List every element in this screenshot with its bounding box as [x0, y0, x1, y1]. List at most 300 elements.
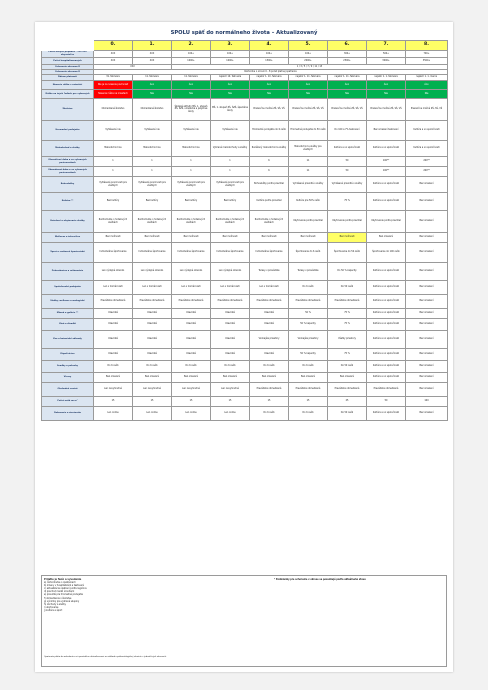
level-6-cell: Áno [328, 81, 367, 90]
level-3-cell: Len v domácnosti [211, 281, 250, 295]
level-8-cell: Bez omezení [406, 309, 448, 319]
note-item: i) ubytovanie [44, 605, 59, 609]
level-8-cell: 3500+ [406, 58, 448, 65]
level-8-cell: Bez omezení [406, 233, 448, 243]
row-label: Rúško na iných ľuďoch pre vybraných [42, 90, 94, 99]
row-label: Služby, wellness a zoologické [42, 295, 94, 309]
level-3-cell: Vyhlásené nie [211, 121, 250, 141]
table-row [42, 407, 448, 421]
level-4-cell: Rozhodnutie o hotelových službách [250, 211, 289, 233]
level-0-cell: Uzavreté [94, 349, 133, 361]
level-6: 6. [328, 41, 367, 51]
notes-left [44, 578, 270, 612]
level-1-cell: Uzavreté [133, 349, 172, 361]
level-0-cell: XXX [94, 58, 133, 65]
level-3-cell: MŠ, 1. stupeň ZŠ, ŠZŠ, špeciálne školy [211, 99, 250, 121]
level-8-cell: 200** [406, 157, 448, 167]
level-5-cell: Športovanie do 6 osôb [289, 243, 328, 263]
level-3-cell: 100+ [211, 51, 250, 58]
level-1-cell: Individuálne športovanie [133, 243, 172, 263]
level-1-cell: Vyhlásené nie [133, 121, 172, 141]
level-8-cell: Bez omezení [406, 281, 448, 295]
row-label: Školstvo [42, 99, 94, 121]
level-6-cell: Prezenčne možné ZŠ, SŠ, VŠ [328, 99, 367, 121]
level-1-cell: Uzavreté [133, 319, 172, 331]
level-4-cell: Bohoslužby podľa pravidiel [250, 177, 289, 193]
level-0-cell: XXX [94, 51, 133, 58]
level-5-cell: Do 6 osôb [289, 407, 328, 421]
level-0-cell: Vyhlásené nie [94, 121, 133, 141]
level-8-cell: Bez omezení [406, 243, 448, 263]
level-4-cell: 6 [250, 167, 289, 177]
level-8-cell: najskôr 1. 1. marca [406, 75, 448, 81]
level-5-cell: Vonkajšie priestory [289, 331, 328, 349]
row-label: Svadby a pohreby [42, 361, 94, 373]
level-1-cell: Len výdajné okienko [133, 263, 172, 281]
level-2-cell: 1000+ [172, 58, 211, 65]
level-4-cell: Uzavreté [250, 309, 289, 319]
level-3-cell: 1000+ [211, 58, 250, 65]
level-6-cell: Všetky priestory [328, 331, 367, 349]
note-item: f) obmedzenia v školstve [44, 596, 72, 600]
level-7-cell: najskôr 1. 1. februára [367, 75, 406, 81]
level-8-cell: Bez omezení [406, 407, 448, 421]
row-label: Počet osôb na m² [42, 397, 94, 407]
notes-right: * Podmienky pre ochorenie v okrese sa posudzujú podľa aktuálneho stavu [274, 578, 366, 581]
note-item: a) rozhodnutie o opatreniach [44, 581, 76, 585]
level-8-cell: 700+ [406, 51, 448, 58]
level-4-cell: najskôr 1. 10. februára [250, 75, 289, 81]
level-7-cell: 3000+ [367, 58, 406, 65]
table-row [42, 361, 448, 373]
level-6-cell: Nie [328, 90, 367, 99]
level-4-cell: Rozšírený maloobchod a služby [250, 141, 289, 157]
row-label: Kultúra ** [42, 193, 94, 211]
level-3-cell: Rozhodnutie o hotelových službách [211, 211, 250, 233]
level-4-cell: Uzavreté [250, 349, 289, 361]
level-0-cell: 1 [94, 157, 133, 167]
level-2-cell: Prevádzka obmedzená [172, 295, 211, 309]
level-2-cell: Áno [172, 81, 211, 90]
level-3-cell: Uzavreté [211, 319, 250, 331]
level-4-cell: Prevádzka obmedzená [250, 295, 289, 309]
table-row [42, 383, 448, 397]
level-6-cell: 300+ [328, 51, 367, 58]
level-4-cell: Prezenčne možné ZŠ, SŠ, VŠ [250, 99, 289, 121]
level-1-cell: XXX [133, 51, 172, 58]
level-2-cell: Individuálne športovanie [172, 243, 211, 263]
row-label: Počet nových prípadov / 100 000 obyvateľov [42, 51, 94, 58]
level-3-cell: Áno [211, 81, 250, 90]
table-row [42, 193, 448, 211]
level-6-cell: 75 % [328, 349, 367, 361]
row-label: Hromadné podujatia [42, 121, 94, 141]
level-3-cell: Do 6 osôb [211, 361, 250, 373]
level-7-cell: Kultúra a vo spoločnosti [367, 407, 406, 421]
level-1-cell: Bez omezení [133, 373, 172, 383]
level-0-cell: Do 6 osôb [94, 361, 133, 373]
row-label: Kúpeľníctvo [42, 349, 94, 361]
row-label: Ochorenie okresom R [42, 65, 94, 70]
level-1-cell: Bez možnosti [133, 233, 172, 243]
level-4-cell: Uzavreté [250, 319, 289, 331]
row-label: Vírusy [42, 373, 94, 383]
level-0-cell: Nie je na nosenie povinnosť [94, 81, 133, 90]
level-7-cell: Bez omezení [367, 233, 406, 243]
level-7-cell: Kultúra a vo spoločnosti [367, 263, 406, 281]
level-7-cell: Prezenčne možné ZŠ, SŠ, VŠ [367, 99, 406, 121]
level-1: 1. [133, 41, 172, 51]
level-7-cell: Nie [367, 90, 406, 99]
level-7-cell: 500+ [367, 51, 406, 58]
level-0-cell: Uzavreté [94, 309, 133, 319]
level-4-cell: Nie [250, 90, 289, 99]
level-3-cell: Individuálne športovanie [211, 243, 250, 263]
level-5-cell: 11 [289, 167, 328, 177]
level-2-cell: 15 [172, 397, 211, 407]
note-item: g) výnimky pre vybrané skupiny [44, 599, 80, 603]
level-8-cell: 100 [406, 397, 448, 407]
table-row [42, 281, 448, 295]
level-5-cell: Hromadné podujatia do 50 osôb [289, 121, 328, 141]
note-item: j) kultúra a šport [44, 608, 63, 612]
level-2-cell: Rozhodnutie o hotelových službách [172, 211, 211, 233]
document-sheet [35, 22, 453, 672]
level-7-cell: 100** [367, 157, 406, 167]
level-6-cell: Do 50 % kapacity [328, 263, 367, 281]
level-6-cell: najskôr 1. 11. februára [328, 75, 367, 81]
table-row [42, 211, 448, 233]
table-row [42, 319, 448, 331]
level-2-cell: Len online [172, 407, 211, 421]
level-7-cell: 50 [367, 397, 406, 407]
level-1-cell: Len nevyhnutné [133, 383, 172, 397]
row-label: Rokovanie a stretnutia [42, 407, 94, 421]
table-row [42, 373, 448, 383]
level-5-cell: Do 6 osôb [289, 361, 328, 373]
level-2-cell: Bez možnosti [172, 233, 211, 243]
level-0-cell: Maloobchod nie [94, 141, 133, 157]
level-4-cell: Terasy v prevádzke [250, 263, 289, 281]
level-1-cell: XXX [133, 58, 172, 65]
level-2-cell: Do 6 osôb [172, 361, 211, 373]
level-0-cell: Uzavreté [94, 331, 133, 349]
level-2-cell: Vyhlásené nie [172, 121, 211, 141]
row-label: Nosenie rúška v exteriéri [42, 81, 94, 90]
level-0-cell: 15 [94, 397, 133, 407]
level-5-cell: Prevádzka obmedzená [289, 295, 328, 309]
note-item: e) pravidlá pre hromadné podujatia [44, 593, 83, 597]
level-2-cell: 11. februára [172, 75, 211, 81]
level-0: 0. [94, 41, 133, 51]
level-1-cell: Len online [133, 407, 172, 421]
row-label: Obchodné centrá [42, 383, 94, 397]
table-body [42, 51, 448, 421]
level-8-cell: Nie [406, 90, 448, 99]
level-1-cell: Nie [133, 90, 172, 99]
level-5-cell: 2000+ [289, 58, 328, 65]
level-5-cell: Ubytovanie podľa pravidiel [289, 211, 328, 233]
level-4-cell: Prevádzka obmedzená [250, 383, 289, 397]
table-row [42, 397, 448, 407]
level-2-cell: Maloobchod nie [172, 141, 211, 157]
level-3-cell: Len výdajné okienko [211, 263, 250, 281]
level-6-cell: 25 [328, 397, 367, 407]
level-3-cell: Uzavreté [211, 349, 250, 361]
level-3-cell: najskôr 19. februára [211, 75, 250, 81]
level-6-cell: Prevádzka obmedzená [328, 383, 367, 397]
row-label: Pohostinstvo a reštaurácie [42, 263, 94, 281]
row-label: Ohraničené doba a vo vybraných povinnostiach [42, 157, 94, 167]
level-5-cell: Kultúra pre 50% osôb [289, 193, 328, 211]
level-8-cell: 200** [406, 167, 448, 177]
level-8-cell: Bez omezení [406, 331, 448, 349]
level-6-cell: Športovanie do 50 osôb [328, 243, 367, 263]
level-0-cell: Rozhodnutie o hotelových službách [94, 211, 133, 233]
level-2-cell: Uzavreté [172, 331, 211, 349]
level-8-cell: Bez omezení [406, 373, 448, 383]
level-0-cell: Bez kultúry [94, 193, 133, 211]
level-7-cell: Kultúra a vo spoločnosti [367, 141, 406, 157]
row-label: Dátum platnosti [42, 75, 94, 81]
notes-list [44, 581, 270, 612]
span-cell: XXX [94, 65, 172, 70]
level-6-cell: Do 100 a 7% testovaní [328, 121, 367, 141]
level-2-cell: Bez kultúry [172, 193, 211, 211]
level-5-cell: Prezenčne možné ZŠ, SŠ, VŠ [289, 99, 328, 121]
level-6-cell: 2500+ [328, 58, 367, 65]
level-3-cell: 1 [211, 157, 250, 167]
level-0-cell: 31. februára [94, 75, 133, 81]
row-label: Obmedzená doba a vo vybraných povinnostiach [42, 167, 94, 177]
level-5-cell: Prevádzka obmedzená [289, 383, 328, 397]
table-row [42, 99, 448, 121]
level-6-cell: Prevádzka obmedzená [328, 295, 367, 309]
level-3-cell: Vybrané maloobchody a služby [211, 141, 250, 157]
level-2-cell: 1 [172, 157, 211, 167]
table-row [42, 167, 448, 177]
level-3-cell: Len online [211, 407, 250, 421]
level-7-cell: Ubytovanie podľa pravidiel [367, 211, 406, 233]
row-label: Počet hospitalizovaných [42, 58, 94, 65]
level-3-cell: Bez kultúry [211, 193, 250, 211]
level-8-cell: Bez omezení [406, 319, 448, 331]
table-row [42, 177, 448, 193]
level-7-cell: Prevádzka obmedzená [367, 383, 406, 397]
level-1-cell: Obmedzené školstvo [133, 99, 172, 121]
level-8-cell: Kultúra a vo spoločnosti [406, 121, 448, 141]
level-2-cell: Vyhlásené povinnosti pre všetkých [172, 177, 211, 193]
level-1-cell: 1 [133, 167, 172, 177]
level-3-cell: Nie [211, 90, 250, 99]
level-1-cell: 11. februára [133, 75, 172, 81]
level-1-cell: Uzavreté [133, 309, 172, 319]
row-label: Kiná a divadlá [42, 319, 94, 331]
level-6-cell: Ubytovanie podľa pravidiel [328, 211, 367, 233]
level-1-cell: Uzavreté [133, 331, 172, 349]
level-7-cell: Kultúra a vo spoločnosti [367, 193, 406, 211]
table-row [42, 349, 448, 361]
level-4-cell: 100+ [250, 51, 289, 58]
level-5-cell: Áno [289, 81, 328, 90]
level-5-cell: najskôr 1. 11. februára [289, 75, 328, 81]
table-row [42, 309, 448, 319]
level-4-cell: Áno [250, 81, 289, 90]
notes-box [41, 575, 447, 667]
level-7-cell: Kultúra a vo spoločnosti [367, 373, 406, 383]
note-item: h) obchody a služby [44, 602, 66, 606]
level-0-cell: Bez omezení [94, 373, 133, 383]
row-label: Ochorenie okresom R [42, 70, 94, 75]
level-5-cell: Vyhlásené pravidlá o služby [289, 177, 328, 193]
span-cell: Rozhodne o úrovni 0 - 8 počet platnej opatrenia [94, 70, 448, 75]
level-5-cell: 50 % kapacity [289, 319, 328, 331]
level-2-cell: Len v domácnosti [172, 281, 211, 295]
level-5-cell: Nie [289, 90, 328, 99]
level-7-cell: Áno [367, 81, 406, 90]
level-2: 2. [172, 41, 211, 51]
row-label: Zoo a botanické záhrady [42, 331, 94, 349]
level-8-cell: Bez omezení [406, 193, 448, 211]
level-4-cell: Individuálne športovanie [250, 243, 289, 263]
level-5-cell: Maloobchod a služby pre všetkých [289, 141, 328, 157]
level-2-cell: Nie [172, 90, 211, 99]
level-0-cell: Vyhlásené povinnosti pre všetkých [94, 177, 133, 193]
note-item: b) zmeny v hospitalizácii a testovaní [44, 584, 85, 588]
level-4-cell: Bez omezení [250, 373, 289, 383]
level-5-cell: 50 % [289, 309, 328, 319]
level-1-cell: Len v domácnosti [133, 281, 172, 295]
level-6-cell: Do 50 osôb [328, 361, 367, 373]
level-3-cell: Vyhlásené povinnosti pre všetkých [211, 177, 250, 193]
level-6-cell: 75 % [328, 193, 367, 211]
notes-title: Prijatie je fazíc a vyvodenie [44, 578, 82, 581]
level-2-cell: Len nevyhnutné [172, 383, 211, 397]
level-1-cell: Bez kultúry [133, 193, 172, 211]
header-corner [42, 41, 94, 51]
level-0-cell: Len nevyhnutné [94, 383, 133, 397]
level-5-cell: 100+ [289, 51, 328, 58]
level-6-cell: Bez omezení [328, 373, 367, 383]
table-row [42, 81, 448, 90]
level-8-cell: Bez omezení [406, 177, 448, 193]
level-1-cell: Maloobchod nie [133, 141, 172, 157]
level-5-cell: Bez omezení [289, 373, 328, 383]
level-8-cell: Bez omezení [406, 349, 448, 361]
level-2-cell: Uzavreté [172, 319, 211, 331]
note-item: c) aktualizácia opatrení podľa regiónov [44, 587, 87, 591]
level-3-cell: 15 [211, 397, 250, 407]
table-row [42, 243, 448, 263]
row-label: Hotelové a ubytovacie služby [42, 211, 94, 233]
level-2-cell: 1 [172, 167, 211, 177]
row-label: Maloobchod a služby [42, 141, 94, 157]
level-6-cell: 75 % [328, 319, 367, 331]
level-7-cell: Kultúra a vo spoločnosti [367, 281, 406, 295]
table-row [42, 90, 448, 99]
level-3-cell: 1 [211, 167, 250, 177]
level-1-cell: Áno [133, 81, 172, 90]
level-5: 5. [289, 41, 328, 51]
row-label: Múzeá a galérie ** [42, 309, 94, 319]
table-row [42, 58, 448, 65]
level-6-cell: Do 50 osôb [328, 281, 367, 295]
level-0-cell: Uzavreté [94, 319, 133, 331]
notes-bottom: Opatrenia platia do odvolania a sú pravidelne aktualizované na základe epidemiologickej situácie v jednotlivých okresoch. [44, 656, 167, 658]
table-row [42, 295, 448, 309]
level-8-cell: Prezenčne možné ZŠ, SŠ, VŠ [406, 99, 448, 121]
level-3-cell: Bez omezení [211, 373, 250, 383]
level-2-cell: Len výdajné okienko [172, 263, 211, 281]
level-4: 4. [250, 41, 289, 51]
level-7-cell: Kultúra a vo spoločnosti [367, 319, 406, 331]
level-1-cell: Rozhodnutie o hotelových službách [133, 211, 172, 233]
level-0-cell: Bez možnosti [94, 233, 133, 243]
level-8-cell: Kultúra a vo spoločnosti [406, 141, 448, 157]
level-2-cell: Školské aktivity MŠ, 1. stupeň ZŠ, ŠZŠ, umelecké a jazykové školy [172, 99, 211, 121]
level-0-cell: Individuálne športovanie [94, 243, 133, 263]
level-4-cell: Hromadné podujatia do 6 osôb [250, 121, 289, 141]
level-7-cell: Kultúra a vo spoločnosti [367, 177, 406, 193]
level-6-cell: Kultúra a vo spoločnosti [328, 141, 367, 157]
document-title: SPOLU späť do normálneho života – Aktualizovaný [170, 30, 318, 36]
level-3-cell: Uzavreté [211, 309, 250, 319]
level-0-cell: Prevádzka obmedzená [94, 295, 133, 309]
level-0-cell: Obmedzené školstvo [94, 99, 133, 121]
level-2-cell: 100+ [172, 51, 211, 58]
level-8-cell: Bez omezení [406, 211, 448, 233]
level-6-cell: Bez možnosti [328, 233, 367, 243]
level-5-cell: Do 6 osôb [289, 281, 328, 295]
measures-table [41, 40, 448, 421]
level-7-cell: Kultúra a vo spoločnosti [367, 361, 406, 373]
level-6-cell: 50 [328, 167, 367, 177]
note-item: d) prechod medzi úrovňami [44, 590, 75, 594]
level-8-cell: Bez omezení [406, 361, 448, 373]
level-1-cell: Vyhlásené povinnosti pre všetkých [133, 177, 172, 193]
level-8-cell: Bez omezení [406, 383, 448, 397]
level-3: 3. [211, 41, 250, 51]
row-label: Šport a vnútorné športoviská [42, 243, 94, 263]
level-0-cell: Len online [94, 407, 133, 421]
row-label: Spoločenské podujatia [42, 281, 94, 295]
level-3-cell: Len nevyhnutné [211, 383, 250, 397]
level-0-cell: Nosenie rúška na miestach [94, 90, 133, 99]
level-8-cell: Áno [406, 81, 448, 90]
level-4-cell: Len v domácnosti [250, 281, 289, 295]
level-5-cell: 50 % kapacity [289, 349, 328, 361]
table-row [42, 157, 448, 167]
level-3-cell: Prevádzka obmedzená [211, 295, 250, 309]
row-label: Wellness a telocvične [42, 233, 94, 243]
level-6-cell: Do 50 osôb [328, 407, 367, 421]
span-cell: 1 / 3 / 5 / 7 / 9 / 11 / 13 [172, 65, 448, 70]
table-row [42, 331, 448, 349]
row-label: Bohoslužby [42, 177, 94, 193]
level-4-cell: 15 [250, 397, 289, 407]
level-7-cell: Bez omezení testovaní [367, 121, 406, 141]
level-8-cell: Bez omezení [406, 263, 448, 281]
level-1-cell: 15 [133, 397, 172, 407]
level-5-cell: Terasy v prevádzke [289, 263, 328, 281]
level-4-cell: Do 6 osôb [250, 361, 289, 373]
level-8-cell: Bez omezení [406, 295, 448, 309]
level-7-cell: Kultúra a vo spoločnosti [367, 349, 406, 361]
level-7-cell: Kultúra a vo spoločnosti [367, 295, 406, 309]
level-0-cell: 1 [94, 167, 133, 177]
level-2-cell: Bez omezení [172, 373, 211, 383]
level-0-cell: Len v domácnosti [94, 281, 133, 295]
